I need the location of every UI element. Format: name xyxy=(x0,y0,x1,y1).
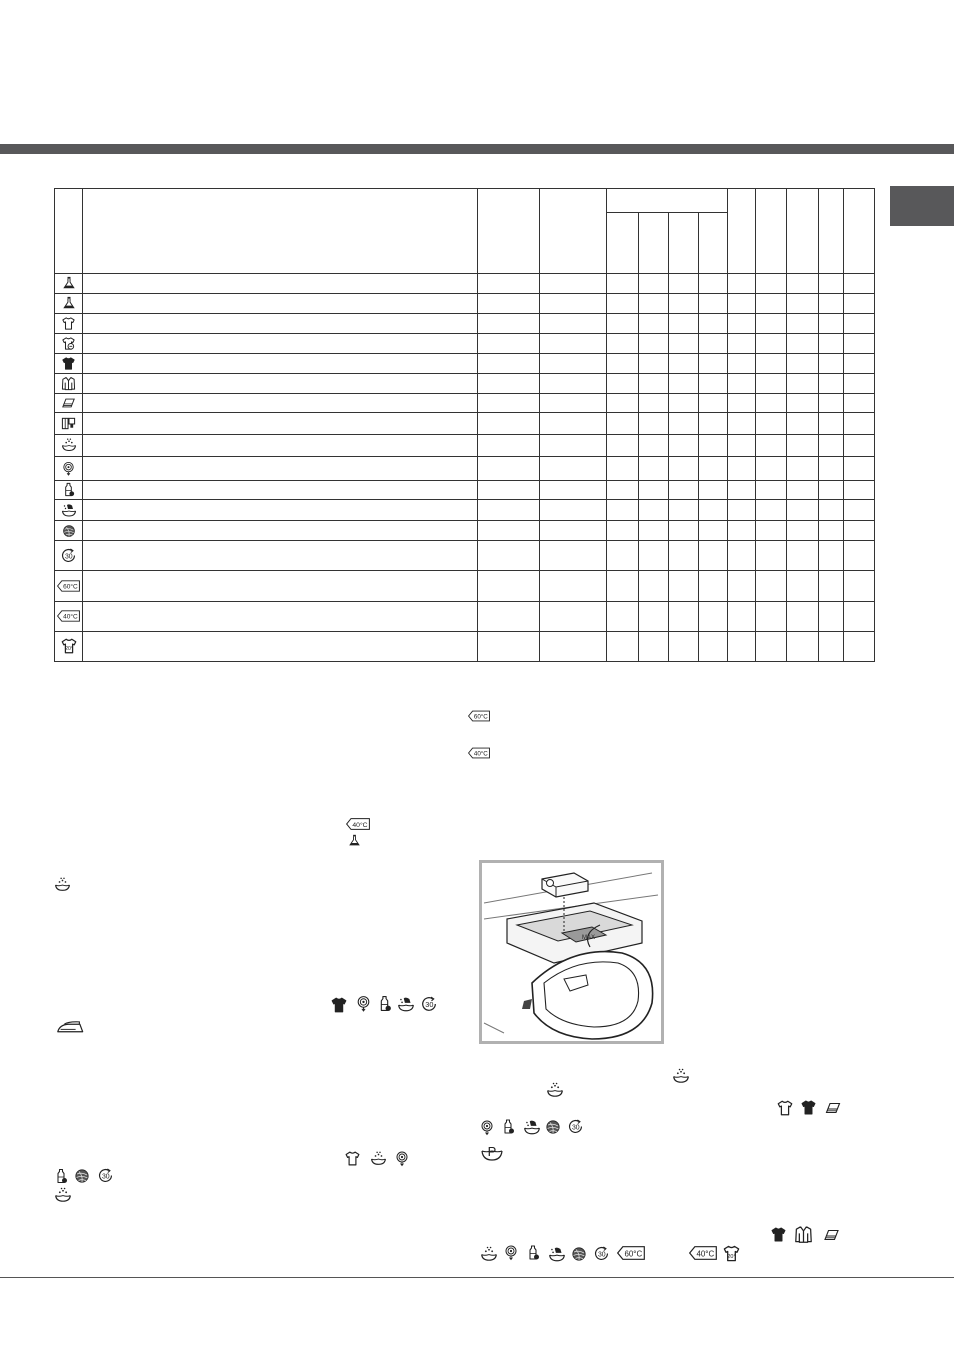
table-cell xyxy=(756,394,787,413)
table-cell xyxy=(728,480,756,499)
cotton-flask-icon xyxy=(55,293,83,313)
table-cell xyxy=(83,413,478,434)
wool-coil-icon xyxy=(394,1149,410,1168)
table-cell xyxy=(540,293,607,313)
table-cell xyxy=(819,434,844,456)
table-cell xyxy=(83,631,478,661)
table-cell xyxy=(607,354,639,374)
table-cell xyxy=(607,273,639,293)
table-cell xyxy=(699,434,728,456)
table-cell xyxy=(728,394,756,413)
table-cell xyxy=(478,413,540,434)
prewash-basin-icon xyxy=(480,1142,504,1162)
basin-sprinkle-icon xyxy=(55,434,83,456)
table-cell xyxy=(699,293,728,313)
table-cell xyxy=(607,293,639,313)
mixed-laundry-icon xyxy=(55,413,83,434)
table-cell xyxy=(540,631,607,661)
table-cell xyxy=(540,571,607,601)
table-cell xyxy=(478,456,540,480)
table-row xyxy=(55,499,875,520)
table-cell xyxy=(540,313,607,333)
tshirt-outline-icon xyxy=(344,1150,361,1167)
table-cell xyxy=(756,601,787,631)
tag-40-icon xyxy=(346,818,370,830)
table-cell xyxy=(639,521,669,541)
table-cell xyxy=(844,413,875,434)
table-cell xyxy=(669,333,699,353)
table-cell xyxy=(699,273,728,293)
table-cell xyxy=(607,521,639,541)
table-cell xyxy=(728,434,756,456)
table-cell xyxy=(728,521,756,541)
table-cell xyxy=(83,456,478,480)
table-cell xyxy=(478,499,540,520)
svg-text:40°C: 40°C xyxy=(696,1249,715,1259)
table-cell xyxy=(756,313,787,333)
tshirt-dark-icon xyxy=(770,1226,787,1243)
table-cell xyxy=(83,541,478,571)
table-cell xyxy=(478,333,540,353)
table-cell xyxy=(478,541,540,571)
tshirt-outline-icon xyxy=(776,1099,794,1117)
basin-sprinkle-icon xyxy=(672,1067,690,1085)
table-cell xyxy=(639,293,669,313)
basin-sprinkle-icon xyxy=(370,1150,387,1167)
table-cell xyxy=(639,601,669,631)
table-cell xyxy=(819,541,844,571)
table-cell xyxy=(83,499,478,520)
table-cell xyxy=(844,354,875,374)
table-cell xyxy=(540,354,607,374)
table-cell xyxy=(844,601,875,631)
table-cell xyxy=(728,333,756,353)
wool-coil-icon xyxy=(503,1243,519,1262)
table-cell xyxy=(844,541,875,571)
table-cell xyxy=(83,521,478,541)
svg-text:60°C: 60°C xyxy=(473,713,488,721)
table-cell xyxy=(540,480,607,499)
table-cell xyxy=(669,571,699,601)
table-cell xyxy=(728,541,756,571)
table-cell xyxy=(844,521,875,541)
table-cell xyxy=(699,374,728,394)
table-row xyxy=(55,480,875,499)
table-cell xyxy=(478,480,540,499)
table-cell xyxy=(540,434,607,456)
table-cell xyxy=(787,354,819,374)
table-cell xyxy=(699,521,728,541)
table-cell xyxy=(478,374,540,394)
baby-bottle-icon xyxy=(53,1167,69,1185)
table-cell xyxy=(478,354,540,374)
table-cell xyxy=(607,394,639,413)
table-cell xyxy=(756,413,787,434)
table-cell xyxy=(787,456,819,480)
table-cell xyxy=(844,631,875,661)
iron-icon xyxy=(55,1020,85,1035)
table-cell xyxy=(787,499,819,520)
table-cell xyxy=(844,293,875,313)
cotton-flask-icon xyxy=(348,834,361,847)
table-cell xyxy=(478,313,540,333)
table-cell xyxy=(787,374,819,394)
table-cell xyxy=(787,571,819,601)
table-cell xyxy=(639,434,669,456)
table-cell xyxy=(756,374,787,394)
yarn-ball-icon xyxy=(545,1119,561,1135)
table-cell xyxy=(478,521,540,541)
table-cell xyxy=(728,313,756,333)
table-cell xyxy=(607,374,639,394)
table-cell xyxy=(607,601,639,631)
table-cell xyxy=(787,273,819,293)
jacket-icon xyxy=(55,374,83,394)
table-cell xyxy=(756,456,787,480)
wool-coil-icon xyxy=(479,1118,495,1137)
table-cell xyxy=(607,631,639,661)
table-cell xyxy=(819,631,844,661)
table-cell xyxy=(669,631,699,661)
table-cell xyxy=(83,313,478,333)
wool-coil-icon xyxy=(355,994,372,1013)
table-row xyxy=(55,293,875,313)
programme-table xyxy=(54,188,875,662)
svg-text:P: P xyxy=(487,1144,497,1159)
table-cell xyxy=(756,354,787,374)
table-cell xyxy=(669,480,699,499)
table-row xyxy=(55,631,875,661)
table-cell xyxy=(819,313,844,333)
table-cell xyxy=(83,480,478,499)
table-cell xyxy=(728,293,756,313)
table-cell xyxy=(639,374,669,394)
tag-40-icon xyxy=(55,601,83,631)
table-cell xyxy=(728,456,756,480)
table-cell xyxy=(787,313,819,333)
table-cell xyxy=(83,571,478,601)
table-cell xyxy=(756,333,787,353)
table-cell xyxy=(787,480,819,499)
table-cell xyxy=(669,434,699,456)
table-cell xyxy=(819,456,844,480)
table-cell xyxy=(669,313,699,333)
table-cell xyxy=(699,354,728,374)
table-cell xyxy=(844,499,875,520)
mix-30-icon xyxy=(420,995,438,1013)
table-cell xyxy=(787,434,819,456)
detergent-drawer-illustration xyxy=(479,860,664,1044)
table-cell xyxy=(728,354,756,374)
table-cell xyxy=(639,631,669,661)
wool-coil-icon xyxy=(55,456,83,480)
table-cell xyxy=(669,541,699,571)
table-cell xyxy=(540,521,607,541)
table-cell xyxy=(669,394,699,413)
table-row xyxy=(55,601,875,631)
svg-text:40°C: 40°C xyxy=(473,750,488,758)
table-row xyxy=(55,394,875,413)
table-cell xyxy=(607,480,639,499)
table-cell xyxy=(728,374,756,394)
table-cell xyxy=(83,394,478,413)
table-cell xyxy=(699,413,728,434)
table-cell xyxy=(756,293,787,313)
table-cell xyxy=(83,273,478,293)
tag-60-icon xyxy=(617,1246,645,1260)
table-cell xyxy=(844,313,875,333)
table-cell xyxy=(639,541,669,571)
table-cell xyxy=(756,541,787,571)
table-cell xyxy=(699,456,728,480)
baby-bottle-icon xyxy=(55,480,83,499)
table-cell xyxy=(819,413,844,434)
table-cell xyxy=(669,521,699,541)
table-cell xyxy=(819,601,844,631)
table-cell xyxy=(787,601,819,631)
towel-icon xyxy=(823,1100,843,1116)
table-cell xyxy=(607,456,639,480)
baby-bottle-icon xyxy=(525,1243,541,1262)
tag-60-icon xyxy=(468,710,490,722)
table-cell xyxy=(819,333,844,353)
table-cell xyxy=(699,313,728,333)
table-cell xyxy=(728,273,756,293)
table-cell xyxy=(787,521,819,541)
towel-icon xyxy=(821,1227,842,1243)
table-cell xyxy=(787,333,819,353)
table-cell xyxy=(540,394,607,413)
table-cell xyxy=(756,434,787,456)
table-cell xyxy=(787,413,819,434)
table-row xyxy=(55,273,875,293)
table-cell xyxy=(540,273,607,293)
table-cell xyxy=(607,499,639,520)
table-cell xyxy=(819,354,844,374)
table-cell xyxy=(699,601,728,631)
table-cell xyxy=(669,499,699,520)
table-cell xyxy=(639,571,669,601)
baby-bottle-icon xyxy=(376,994,393,1013)
table-cell xyxy=(819,374,844,394)
table-cell xyxy=(669,293,699,313)
table-cell xyxy=(844,394,875,413)
table-row xyxy=(55,571,875,601)
yarn-ball-icon xyxy=(55,521,83,541)
mix-30-icon xyxy=(567,1118,584,1135)
table-cell xyxy=(756,273,787,293)
table-row xyxy=(55,313,875,333)
cotton-flask-icon xyxy=(55,273,83,293)
table-cell xyxy=(540,541,607,571)
table-cell xyxy=(540,456,607,480)
table-cell xyxy=(639,480,669,499)
table-cell xyxy=(639,394,669,413)
table-cell xyxy=(844,333,875,353)
table-cell xyxy=(607,571,639,601)
mix-30-icon xyxy=(55,541,83,571)
table-cell xyxy=(478,601,540,631)
table-cell xyxy=(756,631,787,661)
table-cell xyxy=(699,631,728,661)
table-cell xyxy=(756,521,787,541)
table-cell xyxy=(83,354,478,374)
table-row xyxy=(55,521,875,541)
table-cell xyxy=(639,499,669,520)
baby-bottle-icon xyxy=(500,1117,516,1136)
hand-wash-icon xyxy=(548,1245,566,1263)
table-cell xyxy=(787,293,819,313)
table-cell xyxy=(819,293,844,313)
svg-text:60°C: 60°C xyxy=(624,1249,643,1259)
table-cell xyxy=(669,374,699,394)
table-cell xyxy=(607,333,639,353)
table-cell xyxy=(728,571,756,601)
table-cell xyxy=(478,293,540,313)
table-cell xyxy=(819,394,844,413)
table-cell xyxy=(540,413,607,434)
svg-text:MAX: MAX xyxy=(582,935,596,941)
table-cell xyxy=(607,313,639,333)
svg-text:40°C: 40°C xyxy=(352,821,368,829)
yarn-ball-icon xyxy=(571,1246,587,1262)
table-cell xyxy=(699,541,728,571)
table-cell xyxy=(639,456,669,480)
towel-icon xyxy=(55,394,83,413)
table-cell xyxy=(540,499,607,520)
table-cell xyxy=(699,480,728,499)
svg-text:60°C: 60°C xyxy=(63,583,78,591)
table-cell xyxy=(607,434,639,456)
table-cell xyxy=(639,354,669,374)
table-cell xyxy=(819,499,844,520)
table-cell xyxy=(478,571,540,601)
footer-rule xyxy=(0,1277,954,1278)
table-cell xyxy=(83,293,478,313)
table-cell xyxy=(844,456,875,480)
hand-wash-icon xyxy=(397,995,415,1013)
table-cell xyxy=(844,273,875,293)
table-cell xyxy=(540,601,607,631)
tshirt-20-icon xyxy=(55,631,83,661)
header-rule xyxy=(0,144,954,154)
table-cell xyxy=(728,499,756,520)
yarn-ball-icon xyxy=(74,1168,90,1184)
mix-30-icon xyxy=(97,1167,114,1184)
language-tab xyxy=(890,186,954,226)
table-cell xyxy=(819,521,844,541)
table-cell xyxy=(478,394,540,413)
table-cell xyxy=(639,273,669,293)
tshirt-dark-icon xyxy=(55,354,83,374)
table-cell xyxy=(699,571,728,601)
table-cell xyxy=(639,313,669,333)
table-cell xyxy=(540,333,607,353)
table-cell xyxy=(478,273,540,293)
hand-wash-icon xyxy=(55,499,83,520)
table-cell xyxy=(819,571,844,601)
table-cell xyxy=(756,499,787,520)
tshirt-outline-icon xyxy=(55,313,83,333)
table-cell xyxy=(669,354,699,374)
table-cell xyxy=(607,413,639,434)
table-cell xyxy=(83,434,478,456)
table-cell xyxy=(83,333,478,353)
jacket-icon xyxy=(794,1225,813,1244)
tag-40-icon xyxy=(468,747,490,759)
basin-sprinkle-icon xyxy=(480,1245,498,1263)
table-cell xyxy=(844,571,875,601)
tshirt-dark-icon xyxy=(330,996,348,1014)
mix-30-icon xyxy=(593,1245,610,1262)
table-cell xyxy=(699,394,728,413)
table-cell xyxy=(728,413,756,434)
table-cell xyxy=(639,413,669,434)
table-cell xyxy=(844,480,875,499)
table-cell xyxy=(699,499,728,520)
table-cell xyxy=(819,480,844,499)
table-cell xyxy=(669,456,699,480)
table-cell xyxy=(478,434,540,456)
table-cell xyxy=(756,571,787,601)
table-cell xyxy=(787,394,819,413)
table-row xyxy=(55,541,875,571)
table-row xyxy=(55,456,875,480)
basin-sprinkle-icon xyxy=(546,1081,564,1099)
table-cell xyxy=(607,541,639,571)
table-cell xyxy=(787,631,819,661)
table-cell xyxy=(728,631,756,661)
table-cell xyxy=(728,601,756,631)
table-row xyxy=(55,333,875,353)
table-cell xyxy=(669,273,699,293)
table-cell xyxy=(669,413,699,434)
table-cell xyxy=(83,374,478,394)
tshirt-dark-icon xyxy=(800,1099,817,1116)
basin-sprinkle-icon xyxy=(54,876,71,893)
table-cell xyxy=(844,374,875,394)
tag-60-icon xyxy=(55,571,83,601)
table-cell xyxy=(478,631,540,661)
table-cell xyxy=(639,333,669,353)
table-row xyxy=(55,413,875,434)
table-row xyxy=(55,434,875,456)
basin-sprinkle-icon xyxy=(54,1186,72,1204)
table-cell xyxy=(699,333,728,353)
table-row xyxy=(55,354,875,374)
tshirt-easy-iron-icon xyxy=(55,333,83,353)
table-cell xyxy=(83,601,478,631)
table-cell xyxy=(787,541,819,571)
tag-40-icon xyxy=(689,1246,717,1260)
table-header-row xyxy=(55,189,875,213)
table-row xyxy=(55,374,875,394)
table-cell xyxy=(819,273,844,293)
table-cell xyxy=(756,480,787,499)
table-cell xyxy=(669,601,699,631)
tshirt-20-icon xyxy=(722,1244,741,1263)
svg-text:40°C: 40°C xyxy=(63,613,78,621)
table-cell xyxy=(540,374,607,394)
table-cell xyxy=(844,434,875,456)
hand-wash-icon xyxy=(523,1118,541,1136)
